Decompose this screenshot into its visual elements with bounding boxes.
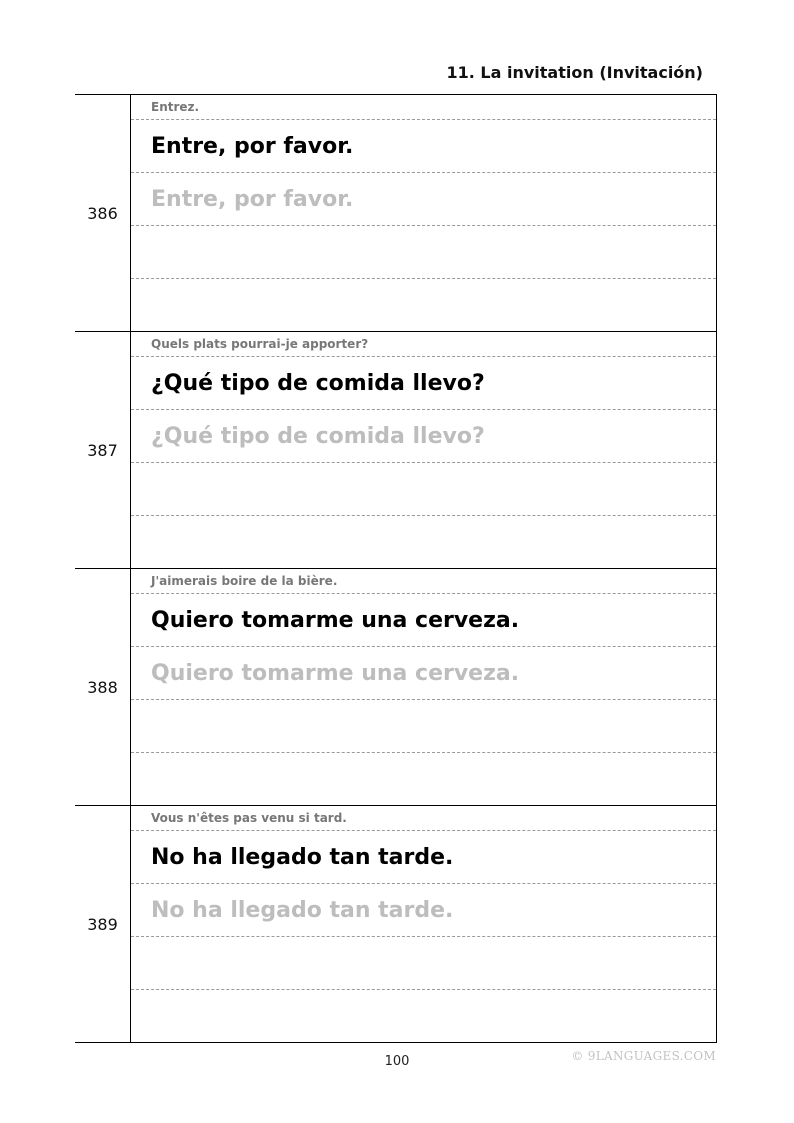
copyright-notice: © 9LANGUAGES.COM bbox=[571, 1049, 716, 1063]
page-number: 100 bbox=[384, 1054, 410, 1069]
tracing-sentence: ¿Qué tipo de comida llevo? bbox=[131, 410, 716, 463]
writing-line[interactable] bbox=[131, 990, 716, 1043]
entry-number: 389 bbox=[75, 806, 131, 1042]
entry-387 bbox=[75, 332, 716, 569]
writing-line[interactable] bbox=[131, 463, 716, 516]
spanish-sentence: Entre, por favor. bbox=[131, 120, 716, 173]
writing-line[interactable] bbox=[131, 226, 716, 279]
entry-number: 386 bbox=[75, 95, 131, 331]
writing-line[interactable] bbox=[131, 937, 716, 990]
entry-lines bbox=[131, 806, 716, 1042]
writing-line[interactable] bbox=[131, 279, 716, 332]
french-prompt: Quels plats pourrai-je apporter? bbox=[131, 332, 716, 357]
entry-lines bbox=[131, 332, 716, 568]
entry-389 bbox=[75, 806, 716, 1043]
tracing-sentence: Entre, por favor. bbox=[131, 173, 716, 226]
entry-lines bbox=[131, 569, 716, 805]
tracing-sentence: No ha llegado tan tarde. bbox=[131, 884, 716, 937]
entry-lines bbox=[131, 95, 716, 331]
entry-number: 388 bbox=[75, 569, 131, 805]
writing-line[interactable] bbox=[131, 753, 716, 806]
entry-388 bbox=[75, 569, 716, 806]
writing-line[interactable] bbox=[131, 700, 716, 753]
french-prompt: Vous n'êtes pas venu si tard. bbox=[131, 806, 716, 831]
spanish-sentence: ¿Qué tipo de comida llevo? bbox=[131, 357, 716, 410]
spanish-sentence: Quiero tomarme una cerveza. bbox=[131, 594, 716, 647]
page-title: 11. La invitation (Invitación) bbox=[446, 63, 703, 82]
entry-number: 387 bbox=[75, 332, 131, 568]
practice-table bbox=[75, 94, 717, 1043]
french-prompt: J'aimerais boire de la bière. bbox=[131, 569, 716, 594]
tracing-sentence: Quiero tomarme una cerveza. bbox=[131, 647, 716, 700]
entry-386 bbox=[75, 95, 716, 332]
spanish-sentence: No ha llegado tan tarde. bbox=[131, 831, 716, 884]
writing-line[interactable] bbox=[131, 516, 716, 569]
french-prompt: Entrez. bbox=[131, 95, 716, 120]
